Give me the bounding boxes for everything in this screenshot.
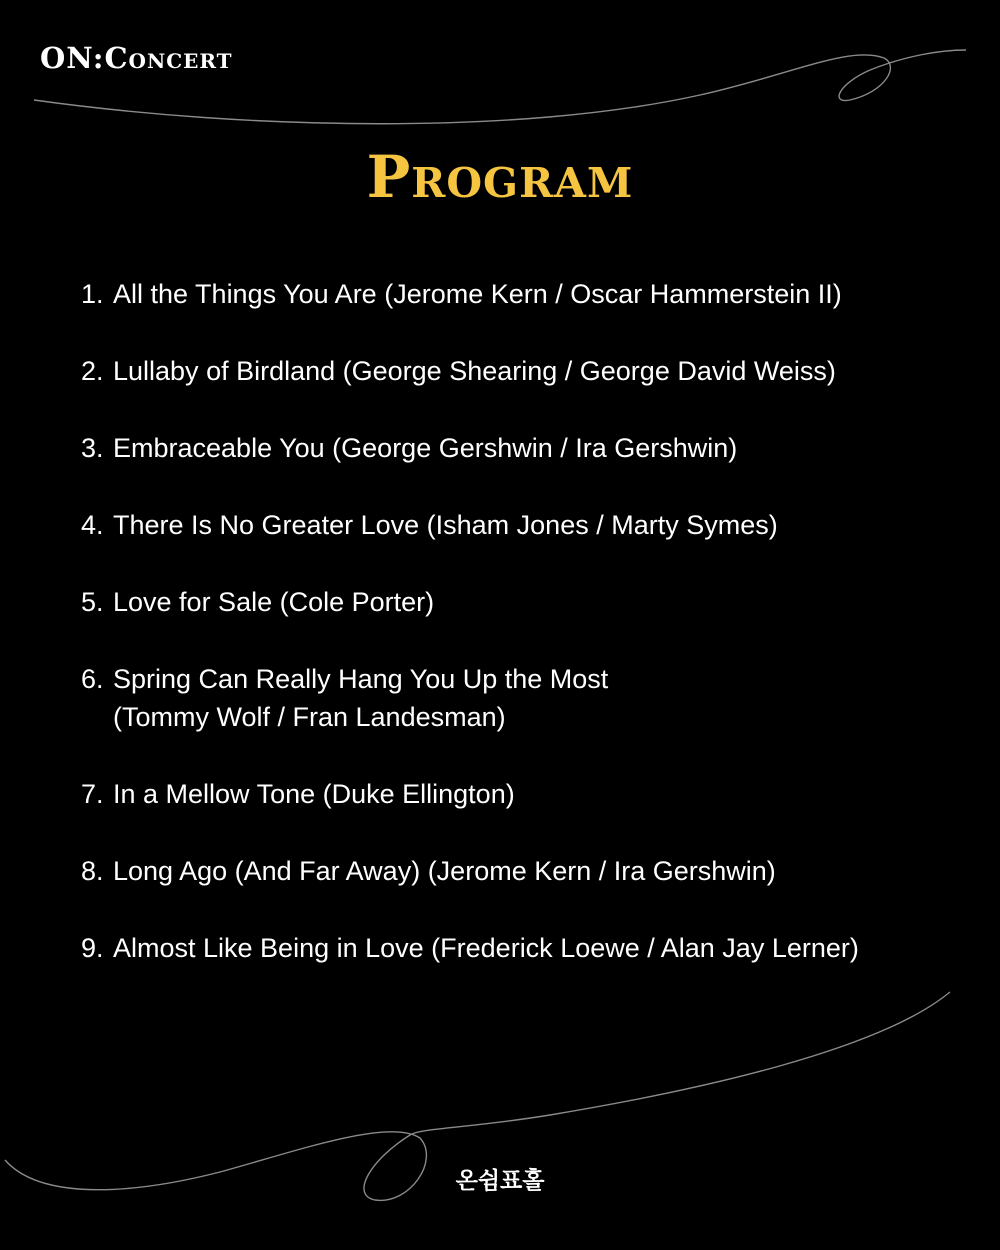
item-number: 2. [81, 356, 104, 386]
item-text: Embraceable You (George Gershwin / Ira Gershwin) [113, 433, 738, 463]
program-item [81, 775, 859, 813]
program-item [81, 429, 859, 467]
program-item [81, 352, 859, 390]
program-item [81, 660, 859, 736]
program-item [81, 583, 859, 621]
item-number: 6. [81, 664, 104, 694]
item-number: 9. [81, 933, 104, 963]
item-text: All the Things You Are (Jerome Kern / Oscar Hammerstein II) [113, 279, 842, 309]
item-text: Almost Like Being in Love (Frederick Loewe / Alan Jay Lerner) [113, 933, 859, 963]
item-text: There Is No Greater Love (Isham Jones / Marty Symes) [113, 510, 778, 540]
item-number: 5. [81, 587, 104, 617]
program-item [81, 929, 859, 967]
program-item [81, 852, 859, 890]
item-text: Spring Can Really Hang You Up the Most (Tommy Wolf / Fran Landesman) [113, 664, 609, 732]
brand-logo: ON:Concert [40, 41, 233, 75]
item-text: Long Ago (And Far Away) (Jerome Kern / Ira Gershwin) [113, 856, 776, 886]
item-number: 7. [81, 779, 104, 809]
program-item [81, 275, 859, 313]
item-text: Lullaby of Birdland (George Shearing / George David Weiss) [113, 356, 836, 386]
venue-name: 온쉼표홀 [455, 1168, 545, 1194]
item-number: 8. [81, 856, 104, 886]
item-text: In a Mellow Tone (Duke Ellington) [113, 779, 515, 809]
page-title: Program [366, 143, 634, 211]
item-number: 1. [81, 279, 104, 309]
program-item [81, 506, 859, 544]
item-number: 3. [81, 433, 104, 463]
item-number: 4. [81, 510, 104, 540]
program-list [81, 275, 859, 1006]
item-text: Love for Sale (Cole Porter) [113, 587, 435, 617]
